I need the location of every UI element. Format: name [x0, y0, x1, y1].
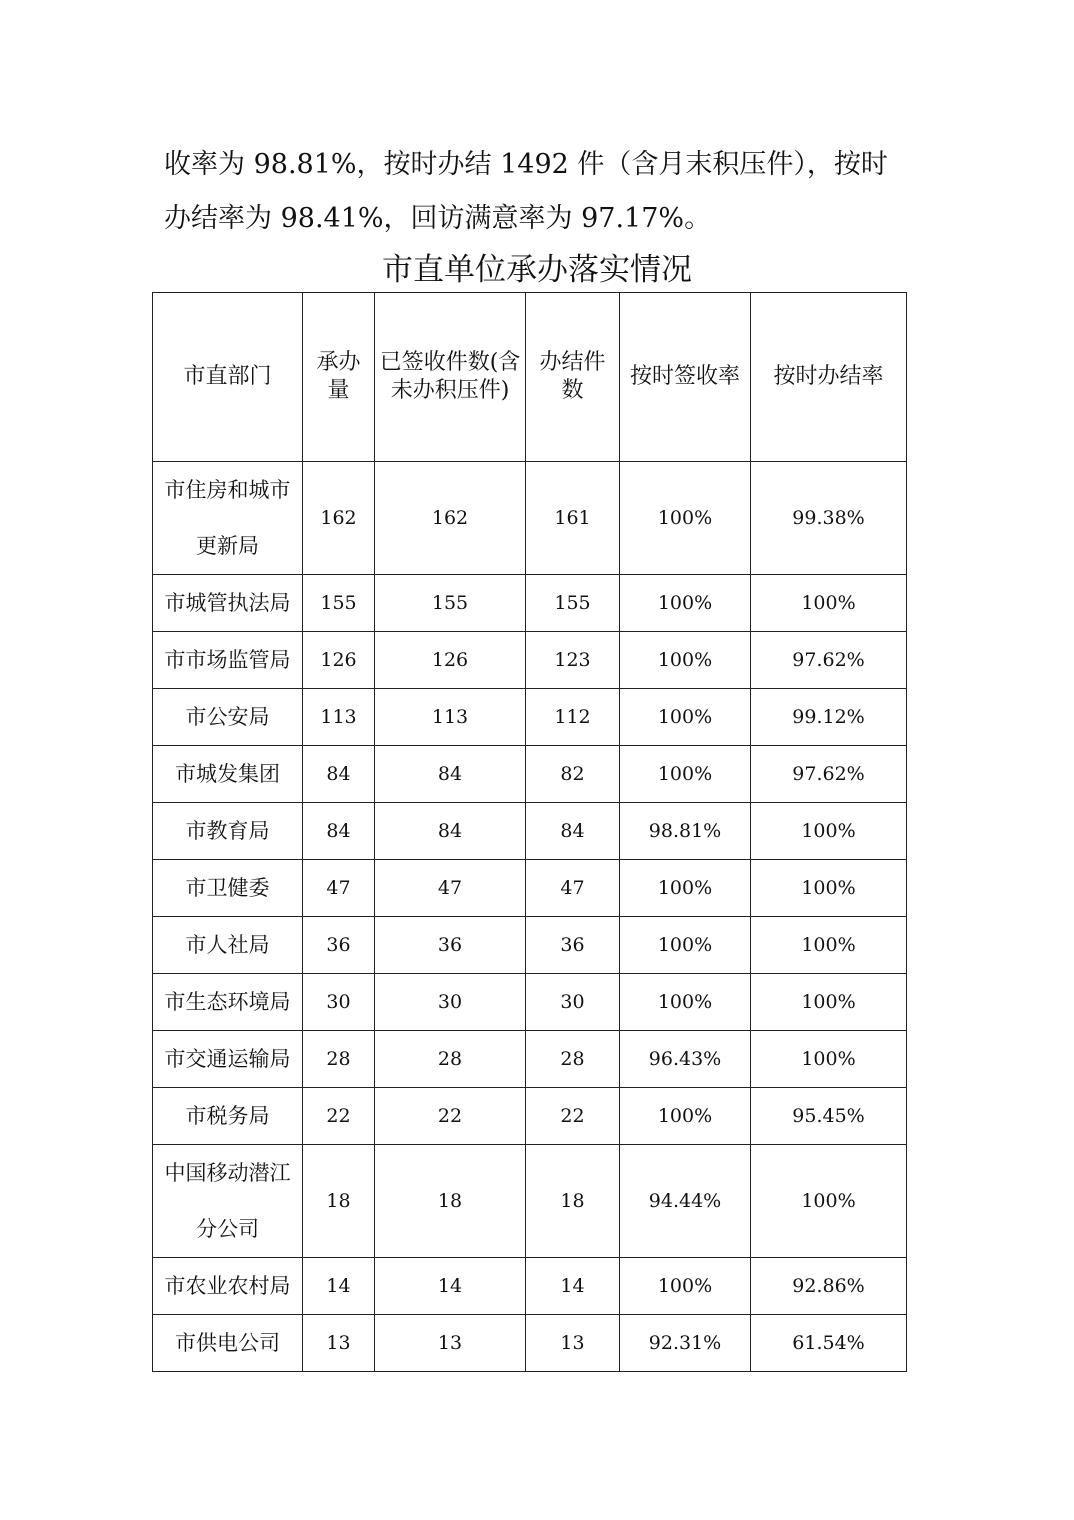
cell-signed: 47	[375, 860, 526, 917]
cell-assigned: 126	[303, 632, 375, 689]
table-row	[153, 974, 907, 1031]
header-ontime-sign-rate: 按时签收率	[620, 293, 751, 462]
cell-ontime-complete-rate: 97.62%	[751, 632, 907, 689]
table-row	[153, 860, 907, 917]
cell-ontime-sign-rate: 98.81%	[620, 803, 751, 860]
table-row	[153, 1258, 907, 1315]
cell-completed: 123	[526, 632, 620, 689]
cell-signed: 18	[375, 1145, 526, 1258]
table-row	[153, 917, 907, 974]
cell-ontime-sign-rate: 100%	[620, 917, 751, 974]
cell-ontime-sign-rate: 100%	[620, 1258, 751, 1315]
cell-department: 市城发集团	[153, 746, 303, 803]
cell-department: 市人社局	[153, 917, 303, 974]
table-row	[153, 632, 907, 689]
cell-ontime-complete-rate: 61.54%	[751, 1315, 907, 1372]
cell-signed: 36	[375, 917, 526, 974]
cell-assigned: 155	[303, 575, 375, 632]
cell-completed: 155	[526, 575, 620, 632]
cell-signed: 126	[375, 632, 526, 689]
cell-ontime-sign-rate: 100%	[620, 632, 751, 689]
cell-signed: 162	[375, 462, 526, 575]
cell-assigned: 47	[303, 860, 375, 917]
cell-ontime-complete-rate: 100%	[751, 860, 907, 917]
cell-signed: 84	[375, 746, 526, 803]
paragraph-line-1: 收率为 98.81%，按时办结 1492 件（含月末积压件），按时	[164, 149, 888, 180]
header-completed-count: 办结件数	[526, 293, 620, 462]
cell-department: 市交通运输局	[153, 1031, 303, 1088]
cell-ontime-complete-rate: 100%	[751, 803, 907, 860]
cell-completed: 47	[526, 860, 620, 917]
cell-completed: 82	[526, 746, 620, 803]
cell-ontime-sign-rate: 100%	[620, 462, 751, 575]
cell-ontime-sign-rate: 100%	[620, 1088, 751, 1145]
table-row	[153, 803, 907, 860]
cell-ontime-complete-rate: 99.38%	[751, 462, 907, 575]
table-row	[153, 462, 907, 575]
cell-department: 市公安局	[153, 689, 303, 746]
cell-ontime-complete-rate: 100%	[751, 1031, 907, 1088]
cell-ontime-complete-rate: 97.62%	[751, 746, 907, 803]
cell-ontime-complete-rate: 100%	[751, 917, 907, 974]
cell-completed: 36	[526, 917, 620, 974]
cell-signed: 14	[375, 1258, 526, 1315]
cell-department: 市卫健委	[153, 860, 303, 917]
cell-department: 市农业农村局	[153, 1258, 303, 1315]
header-signed-count: 已签收件数(含未办积压件)	[375, 293, 526, 462]
cell-department: 市税务局	[153, 1088, 303, 1145]
unit-stats-table	[152, 292, 907, 1372]
cell-assigned: 113	[303, 689, 375, 746]
cell-signed: 28	[375, 1031, 526, 1088]
cell-assigned: 84	[303, 803, 375, 860]
cell-signed: 155	[375, 575, 526, 632]
table-header-row	[153, 293, 907, 462]
cell-department: 市生态环境局	[153, 974, 303, 1031]
cell-assigned: 13	[303, 1315, 375, 1372]
paragraph-line-2: 办结率为 98.41%，回访满意率为 97.17%。	[164, 203, 712, 234]
cell-signed: 22	[375, 1088, 526, 1145]
cell-ontime-sign-rate: 94.44%	[620, 1145, 751, 1258]
cell-assigned: 84	[303, 746, 375, 803]
cell-completed: 161	[526, 462, 620, 575]
header-ontime-complete-rate: 按时办结率	[751, 293, 907, 462]
cell-signed: 30	[375, 974, 526, 1031]
cell-completed: 13	[526, 1315, 620, 1372]
cell-assigned: 18	[303, 1145, 375, 1258]
cell-ontime-sign-rate: 100%	[620, 860, 751, 917]
cell-ontime-complete-rate: 100%	[751, 1145, 907, 1258]
cell-ontime-sign-rate: 96.43%	[620, 1031, 751, 1088]
table-row	[153, 1088, 907, 1145]
cell-completed: 14	[526, 1258, 620, 1315]
cell-assigned: 14	[303, 1258, 375, 1315]
cell-signed: 113	[375, 689, 526, 746]
cell-completed: 22	[526, 1088, 620, 1145]
table-row	[153, 1031, 907, 1088]
cell-department: 市住房和城市更新局	[153, 462, 303, 575]
cell-department: 市市场监管局	[153, 632, 303, 689]
table-row	[153, 1315, 907, 1372]
cell-ontime-complete-rate: 95.45%	[751, 1088, 907, 1145]
cell-ontime-sign-rate: 100%	[620, 746, 751, 803]
table-row	[153, 1145, 907, 1258]
header-department: 市直部门	[153, 293, 303, 462]
cell-assigned: 36	[303, 917, 375, 974]
cell-department: 市教育局	[153, 803, 303, 860]
cell-ontime-complete-rate: 99.12%	[751, 689, 907, 746]
cell-completed: 84	[526, 803, 620, 860]
cell-ontime-complete-rate: 92.86%	[751, 1258, 907, 1315]
cell-assigned: 22	[303, 1088, 375, 1145]
cell-completed: 18	[526, 1145, 620, 1258]
cell-completed: 112	[526, 689, 620, 746]
table-row	[153, 575, 907, 632]
cell-department: 市供电公司	[153, 1315, 303, 1372]
cell-department: 市城管执法局	[153, 575, 303, 632]
cell-department: 中国移动潜江分公司	[153, 1145, 303, 1258]
table-row	[153, 746, 907, 803]
cell-ontime-sign-rate: 100%	[620, 575, 751, 632]
cell-completed: 30	[526, 974, 620, 1031]
cell-ontime-sign-rate: 92.31%	[620, 1315, 751, 1372]
cell-ontime-complete-rate: 100%	[751, 974, 907, 1031]
cell-ontime-complete-rate: 100%	[751, 575, 907, 632]
cell-assigned: 30	[303, 974, 375, 1031]
cell-completed: 28	[526, 1031, 620, 1088]
cell-assigned: 162	[303, 462, 375, 575]
cell-ontime-sign-rate: 100%	[620, 689, 751, 746]
table-row	[153, 689, 907, 746]
cell-signed: 13	[375, 1315, 526, 1372]
table-title: 市直单位承办落实情况	[382, 252, 692, 288]
header-assigned-count: 承办量	[303, 293, 375, 462]
cell-assigned: 28	[303, 1031, 375, 1088]
cell-signed: 84	[375, 803, 526, 860]
cell-ontime-sign-rate: 100%	[620, 974, 751, 1031]
